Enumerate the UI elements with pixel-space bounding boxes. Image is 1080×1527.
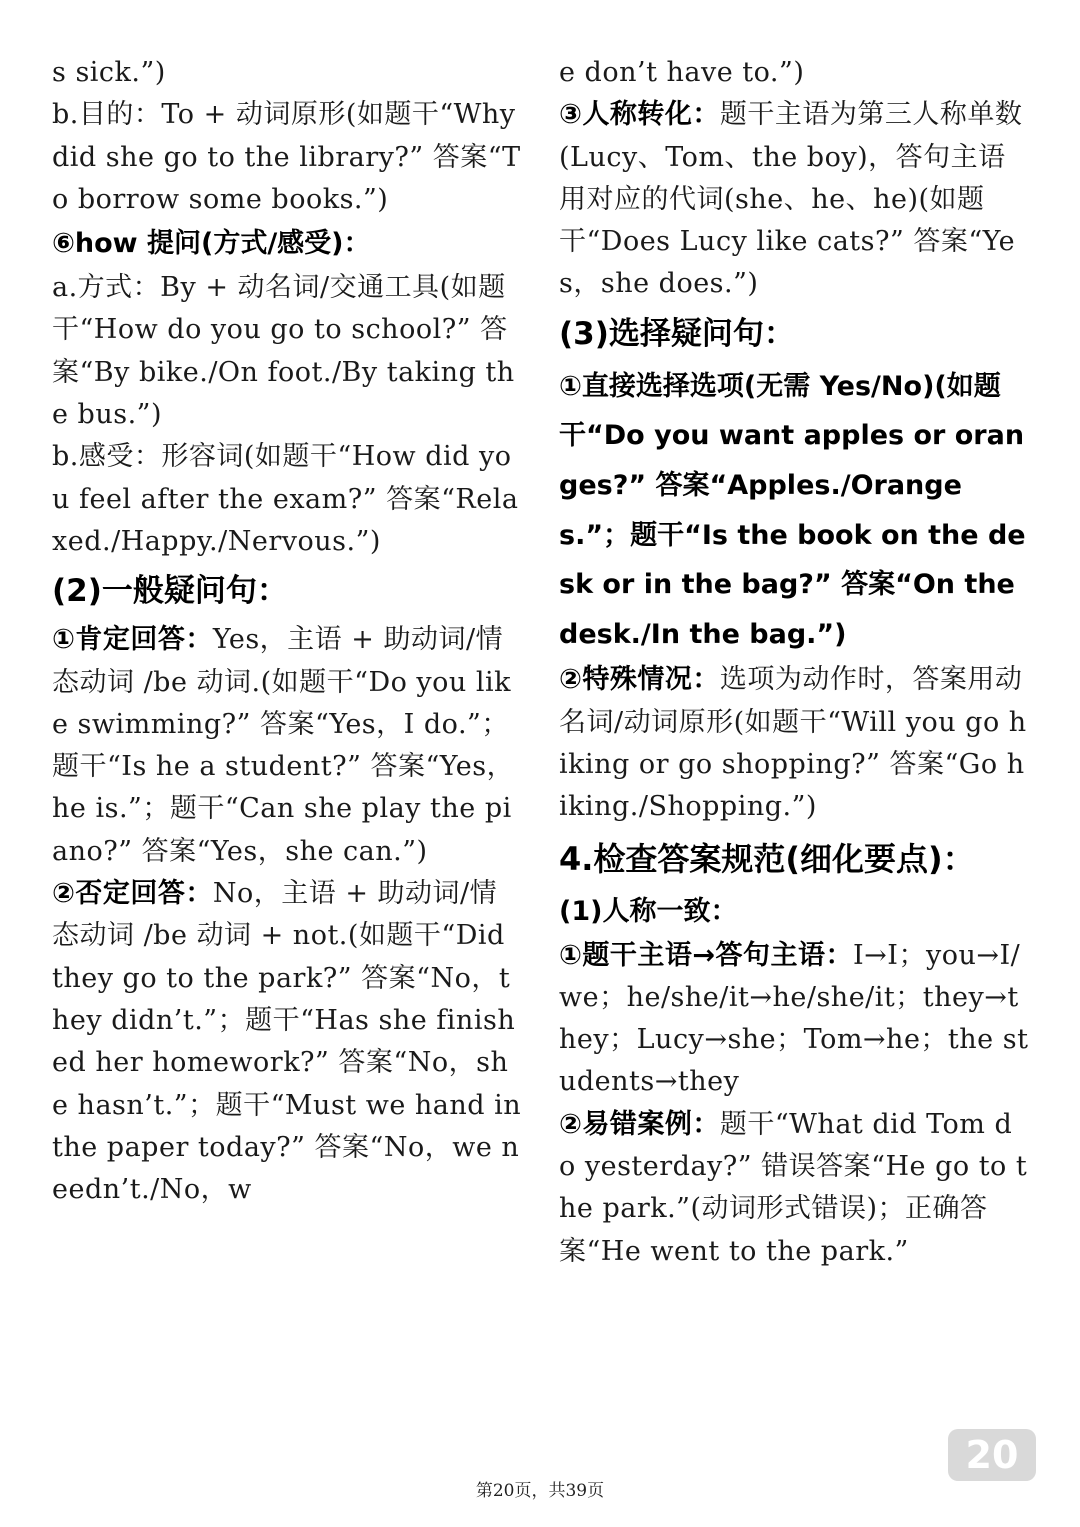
person-conversion-label: ③人称转化： [559,99,720,131]
affirmative-answer-text: Yes，主语 + 助动词/情态动词 /be 动词.(如题干“Do you like swimming?” 答案“Yes，I do.”；题干“Is he a student?” 答案“Yes，he is.”；题干“Can she play the piano?” 答案“Yes，she can.”) [52,624,515,867]
error-example-item [559,1104,1029,1273]
error-example-label: ②易错案例： [559,1108,720,1140]
error-example-text: 题干“What did Tom do yesterday?” 错误答案“He go to the park.”(动词形式错误)；正确答案“He went to the park.” [559,1108,1028,1267]
page-footer: 第20页，共39页 [475,1481,605,1501]
negative-answer-text: No，主语 + 助动词/情态动词 /be 动词 + not.(如题干“Did they go to the park?” 答案“No，they didn’t.”；题干“Has she finished her homework?” 答案“No，she hasn’t.”；题干“Must we hand in the paper today?” 答案“No，we needn’t./No，w [52,878,522,1206]
subject-mapping-item [559,935,1029,1104]
special-case-text: 选项为动作时，答案用动名词/动词原形(如题干“Will you go hiking or go shopping?” 答案“Go hiking./Shopping.”) [559,664,1027,823]
negative-answer-item [52,873,522,1211]
how-question-heading: ⑥how 提问(方式/感受)： [52,228,371,260]
left-column [52,52,522,1211]
negative-answer-label: ②否定回答： [52,878,213,910]
special-case-label: ②特殊情况： [559,664,720,696]
subject-mapping-label: ①题干主语→答句主语： [559,939,853,971]
person-conversion-item [559,94,1029,305]
check-answer-heading: 4.检查答案规范(细化要点)： [559,839,975,878]
choice-question-heading: (3)选择疑问句： [559,315,795,352]
special-case-item [559,659,1029,828]
person-conversion-text: 题干主语为第三人称单数(Lucy、Tom、the boy)，答句主语用对应的代词(she、he、he)(如题干“Does Lucy like cats?” 答案“Yes，she does.”) [559,99,1023,300]
page-number-badge-text: 20 [965,1433,1019,1477]
continued-text: s sick.”) [52,57,166,88]
continued-text-right: e don’t have to.”) [559,57,805,88]
right-column [559,52,1029,1273]
affirmative-answer-item [52,619,522,873]
subject-mapping-text: I→I；you→I/we；he/she/it→he/she/it；they→they；Lucy→she；Tom→he；the students→they [559,939,1029,1098]
purpose-item: b.目的：To + 动词原形(如题干“Why did she go to the library?” 答案“To borrow some books.”) [52,99,521,215]
affirmative-answer-label: ①肯定回答： [52,624,213,656]
page-number-badge [948,1429,1036,1481]
direct-choice-item: ①直接选择选项(无需 Yes/No)(如题干“Do you want apples or oranges?” 答案“Apples./Oranges.”；题干“Is the book on the desk or in the bag?” 答案“On the desk./In the bag.”) [559,370,1026,650]
feeling-item: b.感受：形容词(如题干“How did you feel after the exam?” 答案“Relaxed./Happy./Nervous.”) [52,441,519,557]
manner-item: a.方式：By + 动名词/交通工具(如题干“How do you go to school?” 答案“By bike./On foot./By taking the bus.”) [52,272,515,431]
person-consistency-heading: (1)人称一致： [559,895,738,927]
yes-no-question-heading: (2)一般疑问句： [52,573,288,610]
